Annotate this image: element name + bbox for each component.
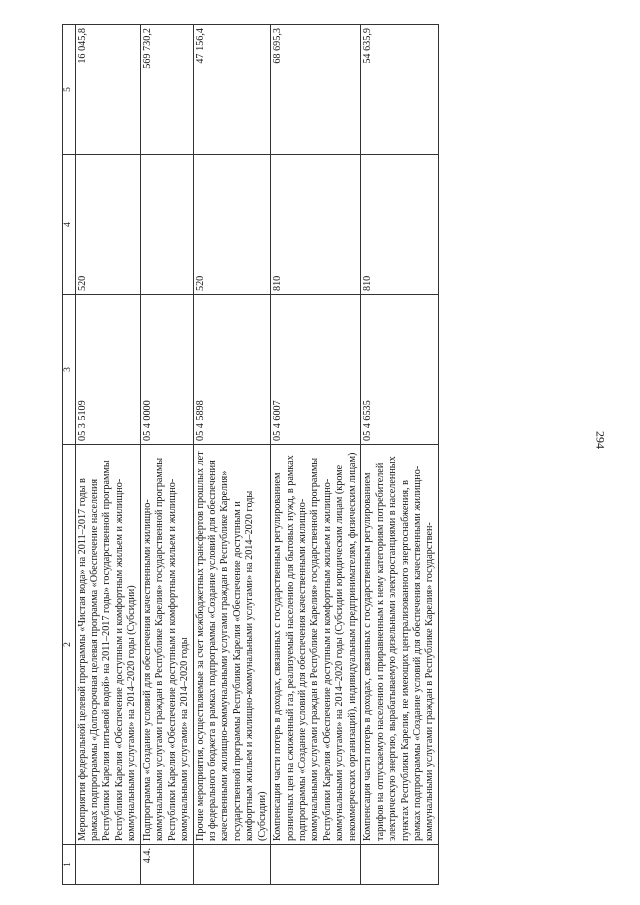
row-expense-kind: 810 <box>271 155 361 295</box>
row-expense-kind: 520 <box>75 155 140 295</box>
row-amount: 47 156,4 <box>193 25 271 155</box>
row-target-code: 05 4 0000 <box>140 295 193 445</box>
table-header-row <box>63 25 76 885</box>
header-col-5: 5 <box>63 25 76 155</box>
row-number: 4.4. <box>140 845 193 885</box>
row-expense-kind: 520 <box>193 155 271 295</box>
row-number <box>271 845 361 885</box>
row-number <box>75 845 140 885</box>
table-row <box>361 25 439 885</box>
header-col-1: 1 <box>63 845 76 885</box>
row-amount: 16 045,8 <box>75 25 140 155</box>
row-target-code: 05 3 5109 <box>75 295 140 445</box>
table-row <box>75 25 140 885</box>
row-amount: 54 635,9 <box>361 25 439 155</box>
table-row <box>140 25 193 885</box>
row-expense-kind: 810 <box>361 155 439 295</box>
row-target-code: 05 4 5898 <box>193 295 271 445</box>
header-col-3: 3 <box>63 295 76 445</box>
row-description: Компенсация части потерь в доходах, связанных с государственным регулированием розничных цен на сжиженный газ, реализуемый населению для бытовых нужд, в рамках подпрограммы «Создание условий для обеспечения качественными жилищно-коммунальными услугами граждан в Республике Карелия» государственной программы Республики Карелия «Обеспечение доступным и комфортным жильем и жилищно-коммунальными услугами» на 2014–2020 годы (Субсидии юридическим лицам (кроме некоммерческих организаций), индивидуальным предпринимателям, физическим лицам) <box>271 445 361 845</box>
header-col-2: 2 <box>63 445 76 845</box>
row-target-code: 05 4 6535 <box>361 295 439 445</box>
row-expense-kind <box>140 155 193 295</box>
row-description: Компенсация части потерь в доходах, связанных с государственным регулированием тарифов на отпускаемую населению и приравненным к нему категориям потребителей электрическую энергию, вырабатываемую дизельными электростанциями в населенных пунктах Республики Карелия, не имеющих централизованного энергоснабжения, в рамках подпрограммы «Создание условий для обеспечения качественными жилищно-коммунальными услугами граждан в Республике Карелия» государствен- <box>361 445 439 845</box>
table-row <box>193 25 271 885</box>
row-description: Подпрограмма «Создание условий для обеспечения качественными жилищно-коммунальными услугами граждан в Республике Карелия» государственной программы Республики Карелия «Обеспечение доступным и комфортным жильем и жилищно-коммунальными услугами» на 2014–2020 годы <box>140 445 193 845</box>
row-description: Мероприятия федеральной целевой программы «Чистая вода» на 2011–2017 годы в рамках подпрограммы «Долгосрочная целевая программа «Обеспечение населения Республики Карелия питьевой водой» на 2011–2017 годы» государственной программы Республики Карелия «Обеспечение доступным и комфортным жильем и жилищно-коммунальными услугами» на 2014–2020 годы (Субсидии) <box>75 445 140 845</box>
table-row <box>271 25 361 885</box>
budget-table <box>62 24 439 885</box>
page-number: 294 <box>593 431 608 449</box>
row-description: Прочие мероприятия, осуществляемые за счет межбюджетных трансфертов прошлых лет из федерального бюджета в рамках подпрограммы «Создание условий для обеспечения качественными жилищно-коммунальными услугами граждан в Республике Карелия» государственной программы Республики Карелия «Обеспечение доступным и комфортным жильем и жилищно-коммунальными услугами» на 2014–2020 годы (Субсидии) <box>193 445 271 845</box>
header-col-4: 4 <box>63 155 76 295</box>
row-target-code: 05 4 6007 <box>271 295 361 445</box>
row-number <box>193 845 271 885</box>
row-amount: 68 695,3 <box>271 25 361 155</box>
row-amount: 569 730,2 <box>140 25 193 155</box>
row-number <box>361 845 439 885</box>
